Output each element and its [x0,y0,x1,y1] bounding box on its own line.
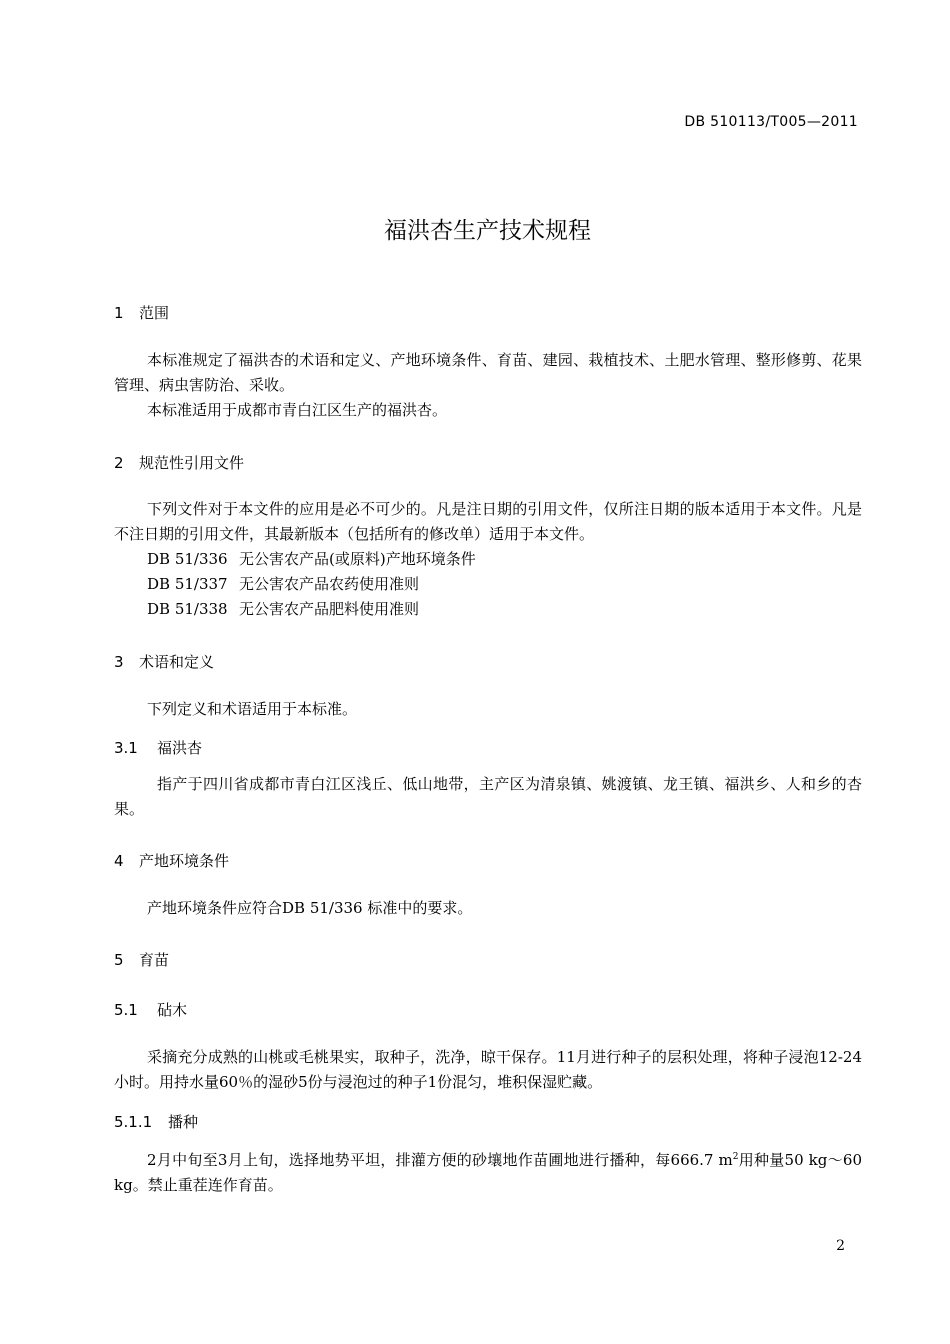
section-5-1-heading [114,999,187,1020]
reference-code: DB 51/337 [147,575,228,593]
reference-name: 无公害农产品(或原料)产地环境条件 [239,550,476,568]
section-number: 2 [114,454,124,472]
superscript: 2 [732,1152,739,1162]
reference-item [147,573,419,594]
section-5-1-1-paragraph [114,1145,862,1198]
section-number: 3.1 [114,739,138,757]
section-title: 术语和定义 [139,653,215,671]
reference-code: DB 51/338 [147,600,228,618]
document-title: 福洪杏生产技术规程 [384,218,591,244]
section-4-heading [114,850,229,871]
section-2-heading [114,452,244,473]
standard-code: DB 510113/T005—2011 [684,114,858,130]
reference-name: 无公害农产品农药使用准则 [239,575,420,593]
section-title: 砧木 [157,1001,188,1019]
section-2-paragraph-1: 下列文件对于本文件的应用是必不可少的。凡是注日期的引用文件，仅所注日期的版本适用于本文件。凡是不注日期的引用文件，其最新版本（包括所有的修改单）适用于本文件。 [114,500,862,543]
section-title: 范围 [139,304,170,322]
section-number: 5.1 [114,1001,138,1019]
section-number: 1 [114,304,124,322]
section-5-1-paragraph: 采摘充分成熟的山桃或毛桃果实，取种子，洗净，晾干保存。11月进行种子的层积处理，将种子浸泡12-24小时。用持水量60％的湿砂5份与浸泡过的种子1份混匀，堆积保湿贮藏。 [114,1048,862,1091]
section-3-1-paragraph: 指产于四川省成都市青白江区浅丘、低山地带，主产区为清泉镇、姚渡镇、龙王镇、福洪乡、人和乡的杏果。 [114,775,862,818]
section-number: 5 [114,951,124,969]
section-3-heading [114,651,214,672]
section-title: 产地环境条件 [139,852,230,870]
section-1-paragraph-1: 本标准规定了福洪杏的术语和定义、产地环境条件、育苗、建园、栽植技术、土肥水管理、整形修剪、花果管理、病虫害防治、采收。 [114,351,862,394]
section-number: 4 [114,852,124,870]
page-number: 2 [836,1238,845,1254]
section-title: 规范性引用文件 [139,454,245,472]
paragraph-text: 2月中旬至3月上旬，选择地势平坦，排灌方便的砂壤地作苗圃地进行播种，每666.7 m [147,1151,733,1169]
section-number: 5.1.1 [114,1113,153,1131]
reference-item [147,548,476,569]
section-1-paragraph-2: 本标准适用于成都市青白江区生产的福洪杏。 [147,401,448,419]
section-number: 3 [114,653,124,671]
section-4-paragraph: 产地环境条件应符合DB 51/336 标准中的要求。 [147,899,473,917]
section-3-paragraph-1: 下列定义和术语适用于本标准。 [147,700,358,718]
section-5-1-1-heading [114,1111,198,1132]
paragraph-text: 用种量50 kg～60 kg。禁止重茬连作育苗。 [114,1151,862,1194]
reference-item [147,598,419,619]
reference-name: 无公害农产品肥料使用准则 [239,600,420,618]
section-3-1-heading [114,737,202,758]
section-title: 播种 [168,1113,199,1131]
section-1-heading [114,302,169,323]
section-title: 育苗 [139,951,170,969]
reference-code: DB 51/336 [147,550,228,568]
section-title: 福洪杏 [157,739,203,757]
section-5-heading [114,949,169,970]
